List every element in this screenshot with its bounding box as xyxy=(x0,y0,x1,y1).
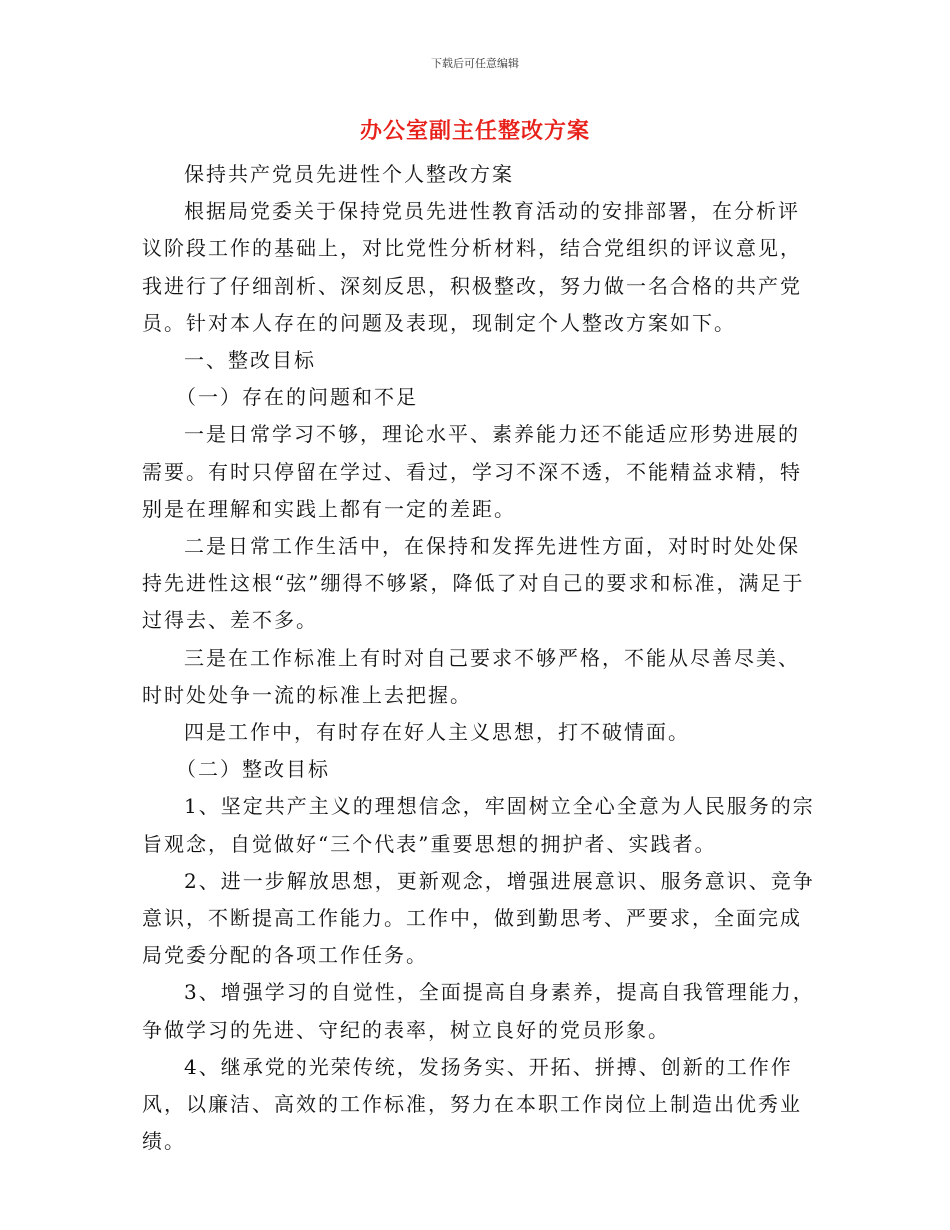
subsection-heading-problems: （一）存在的问题和不足 xyxy=(176,385,418,410)
problem-paragraph-4: 四是工作中，有时存在好人主义思想，打不破情面。 xyxy=(184,720,690,745)
subtitle-paragraph: 保持共产党员先进性个人整改方案 xyxy=(184,162,514,186)
problem-paragraph-3: 三是在工作标准上有时对自己要求不够严格，不能从尽善尽美、时时处处争一流的标准上去把握。 xyxy=(142,645,800,707)
document-title: 办公室副主任整改方案 xyxy=(359,118,590,144)
goal-paragraph-1: 1、坚定共产主义的理想信念，牢固树立全心全意为人民服务的宗旨观念，自觉做好“三个代表”重要思想的拥护者、实践者。 xyxy=(142,794,815,856)
goal-paragraph-2: 2、进一步解放思想，更新观念，增强进展意识、服务意识、竞争意识，不断提高工作能力。工作中，做到勤思考、严要求，全面完成局党委分配的各项工作任务。 xyxy=(142,868,815,968)
document-body xyxy=(142,156,818,1160)
subsection-heading-goals: （二）整改目标 xyxy=(176,757,330,782)
problem-paragraph-2: 二是日常工作生活中，在保持和发挥先进性方面，对时时处处保持先进性这根“弦”绷得不够紧，降低了对自己的要求和标准，满足于过得去、差不多。 xyxy=(142,534,805,633)
goal-paragraph-4: 4、继承党的光荣传统，发扬务实、开拓、拼搏、创新的工作作风，以廉洁、高效的工作标准，努力在本职工作岗位上制造出优秀业绩。 xyxy=(142,1054,802,1154)
intro-paragraph: 根据局党委关于保持党员先进性教育活动的安排部署，在分析评议阶段工作的基础上，对比党性分析材料，结合党组织的评议意见，我进行了仔细剖析、深刻反思，积极整改，努力做一名合格的共产党员。针对本人存在的问题及表现，现制定个人整改方案如下。 xyxy=(142,199,802,335)
problem-paragraph-1: 一是日常学习不够，理论水平、素养能力还不能适应形势进展的需要。有时只停留在学过、看过，学习不深不透，不能精益求精，特别是在理解和实践上都有一定的差距。 xyxy=(142,422,802,521)
header-note: 下载后可任意编辑 xyxy=(431,57,519,70)
goal-paragraph-3: 3、增强学习的自觉性，全面提高自身素养，提高自我管理能力，争做学习的先进、守纪的表率，树立良好的党员形象。 xyxy=(142,980,815,1042)
section-heading: 一、整改目标 xyxy=(184,348,316,373)
